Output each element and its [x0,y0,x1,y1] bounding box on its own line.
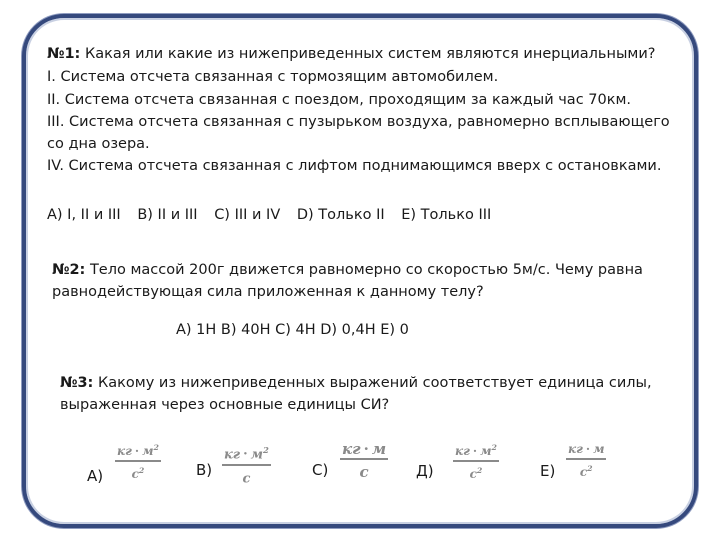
q1-statement-2: II. Система отсчета связанная с поездом, проходящим за каждый час 70км. [47,92,632,108]
m-unit: м [480,444,492,458]
q1-answer-d: D) Только II [296,207,385,223]
q1-question [47,45,655,64]
q3-option-b-label: B) [196,461,213,479]
q3-question-text: Какому из нижеприведенных выражений соответствует единица силы, [93,375,652,391]
exp: 2 [491,443,497,452]
exp: 2 [263,445,269,455]
q3-option-e-formula: кг · м $с^2$ [568,442,605,479]
q2-question [52,261,643,280]
exp: 2 [153,443,159,452]
q3-option-a-formula: кг · $м^2$ $с^2$ [117,443,159,481]
exp: 2 [587,463,593,473]
kg-unit: кг [568,442,583,456]
s-unit: с [242,471,251,487]
q3-option-c-formula: кг · м с [342,440,387,481]
q1-answer-b: B) II и III [137,207,198,223]
s-unit: с [359,462,369,481]
q1-answer-a: A) I, II и III [47,207,121,223]
exp: 2 [476,465,483,475]
q1-question-text: Какая или какие из нижеприведенных систем являются инерциальными? [80,46,656,62]
kg-unit: кг [342,440,361,458]
q1-statement-1: I. Система отсчета связанная с тормозящим автомобилем. [47,69,499,85]
m-unit: м [250,447,264,463]
q3-number: №3: [60,375,94,391]
exp: 2 [138,465,145,475]
q3-option-b-formula: кг · $м^2$ с [224,445,269,487]
q1-answer-c: C) III и IV [214,207,281,223]
s-unit: с [469,466,477,481]
kg-unit: кг [455,444,470,458]
q1-statement-3-cont: со дна озера. [47,136,150,152]
q1-statement-4: IV. Система отсчета связанная с лифтом поднимающимся вверх с остановками. [47,158,662,174]
q3-option-e-label: E) [540,462,556,480]
s-unit: с [131,466,139,481]
kg-unit: кг [117,444,132,458]
q2-answers: A) 1H B) 40H C) 4H D) 0,4H E) 0 [176,322,409,338]
q2-question-text: Тело массой 200г движется равномерно со скоростью 5м/с. Чему равна [85,262,643,278]
q3-option-d-formula: кг · $м^2$ $с^2$ [455,443,497,481]
q1-answers [47,207,503,223]
q3-question-line2: выраженная через основные единицы СИ? [60,397,390,413]
q1-answer-e: E) Только III [401,207,492,223]
q1-number: №1: [47,46,81,62]
q2-question-line2: равнодействующая сила приложенная к данному телу? [52,284,484,300]
m-unit: м [593,442,605,456]
q2-number: №2: [52,262,86,278]
q3-option-c-label: C) [312,461,329,479]
kg-unit: кг [224,447,241,463]
s-unit: с [579,464,588,479]
q3-option-d-label: Д) [416,462,434,480]
m-unit: м [371,440,387,458]
m-unit: м [142,444,154,458]
q3-question [60,374,652,393]
q1-statement-3: III. Система отсчета связанная с пузырьком воздуха, равномерно всплывающего [47,114,670,130]
q3-option-a-label: A) [87,467,104,485]
